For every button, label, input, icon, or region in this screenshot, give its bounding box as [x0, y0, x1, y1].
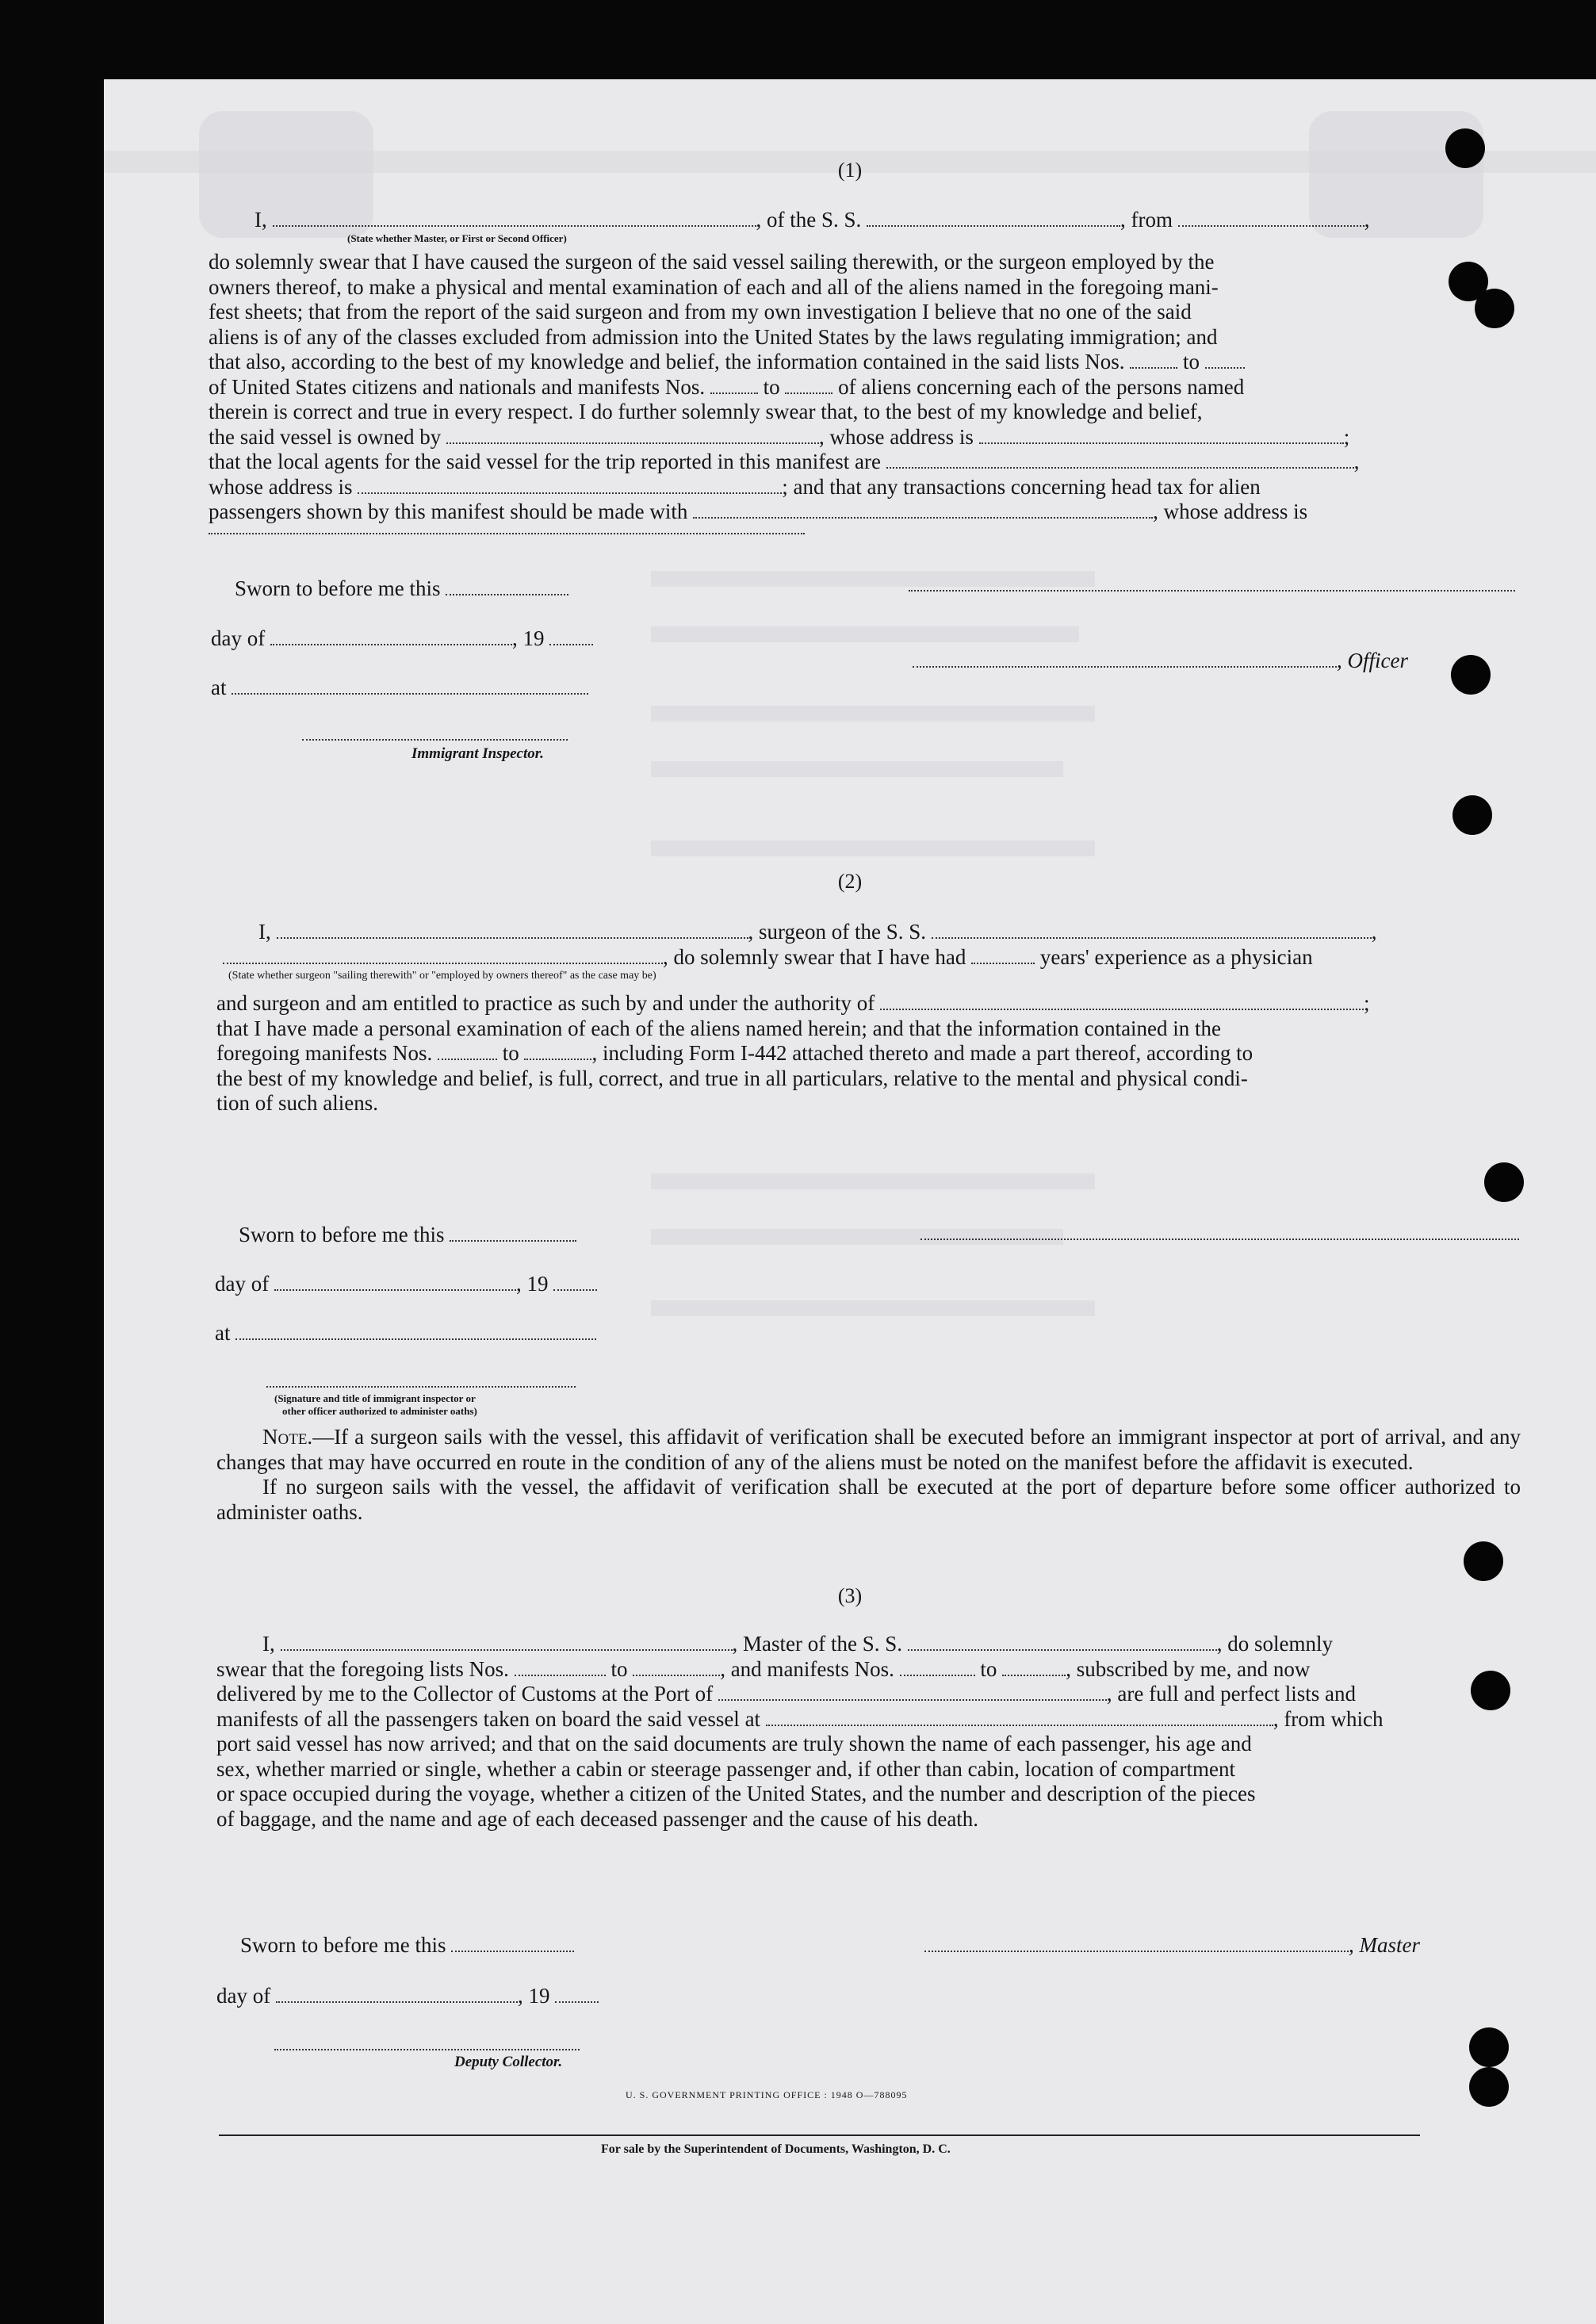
at-place-field-1[interactable] — [232, 677, 588, 695]
head-tax-address-field[interactable] — [209, 533, 805, 534]
declarant-prefix: I, — [255, 208, 267, 232]
surgeon-manifests-from-field[interactable] — [438, 1043, 497, 1060]
surgeon-status-note: (State whether surgeon "sailing therewith" or "employed by owners thereof" as the case may be) — [228, 970, 656, 982]
year-field-2[interactable] — [553, 1273, 597, 1291]
surgeon-name-field[interactable] — [277, 921, 748, 939]
owner-address-field[interactable] — [979, 427, 1344, 444]
section-3-oath-paragraph: I, , Master of the S. S. , do solemnly swear that the foregoing lists Nos. to , and manifests Nos. to , subscribed by me, and now delivered by me to the Collector of Customs at the Port of , are full and perfect lists and manifests of all the passengers taken on board the said vessel at , from which port said vessel has now arrived; and that on the said documents are truly shown the name of each passenger, his age and sex, whether married or single, whether a cabin or steerage passenger and, if other than cabin, location of compartment or space occupied during the voyage, whether a citizen of the United States, and the number and description of the pieces of baggage, and the name and age of each deceased passenger and the cause of his death. — [216, 1632, 1384, 1831]
at-place-field-2[interactable] — [235, 1323, 596, 1340]
lists-from-field[interactable] — [1130, 351, 1177, 369]
master-lists-to-field[interactable] — [633, 1659, 720, 1676]
binder-hole — [1484, 1162, 1524, 1202]
from-port-field[interactable] — [1178, 209, 1364, 227]
day-of-field-1[interactable] — [270, 628, 512, 645]
footer-rule — [219, 2134, 1420, 2136]
signature-title-note-1: (Signature and title of immigrant inspector or — [274, 1392, 476, 1404]
footer-sale-note: For sale by the Superintendent of Documents, Washington, D. C. — [601, 2142, 951, 2156]
form-page — [104, 79, 1596, 2324]
authority-field[interactable] — [880, 993, 1364, 1010]
deputy-collector-caption: Deputy Collector. — [454, 2054, 563, 2070]
manifests-to-field[interactable] — [785, 377, 832, 394]
lists-to-field[interactable] — [1205, 351, 1245, 369]
sworn-date-field-2[interactable] — [450, 1224, 576, 1242]
master-manifests-from-field[interactable] — [900, 1659, 975, 1676]
owner-field[interactable] — [446, 427, 819, 444]
day-of-field-2[interactable] — [274, 1273, 516, 1291]
section-2-day-of: day of , 19 — [215, 1272, 597, 1296]
binder-hole — [1475, 289, 1514, 328]
immigrant-inspector-caption: Immigrant Inspector. — [411, 745, 544, 762]
section-2-oath-paragraph: and surgeon and am entitled to practice as such by and under the authority of ; that I have made a personal examination of each of the aliens named herein; and that the information contained in the foregoing manifests Nos. to , including Form I-442 attached thereto and made a part thereof, according to the best of my knowledge and belief, is full, correct, and true in all particulars, relative to the mental and physical condi- tion of such aliens. — [216, 991, 1370, 1115]
binder-hole — [1464, 1541, 1503, 1581]
section-1-officer-signature: , Officer — [913, 649, 1408, 673]
agents-address-field[interactable] — [358, 477, 782, 494]
verification-note: Note.—If a surgeon sails with the vessel, this affidavit of verification shall be executed before an immigrant inspector at port of arrival, and any changes that may have occurred en route in the condition of any of the aliens must be noted on the manifest before the affidavit is executed. If no surgeon sails with the vessel, the affidavit of verification shall be executed at the port of departure before some officer authorized to administer oaths. — [216, 1425, 1521, 1524]
master-lists-from-field[interactable] — [515, 1659, 606, 1676]
year-field-1[interactable] — [549, 628, 593, 645]
section-1-declaration-line: I, , of the S. S. , from , — [255, 208, 1370, 232]
section-2-at: at — [215, 1321, 596, 1346]
master-manifests-to-field[interactable] — [1002, 1659, 1066, 1676]
section-1-sworn: Sworn to before me this — [235, 576, 568, 601]
section-1-number: (1) — [837, 159, 863, 182]
surgeon-manifests-to-field[interactable] — [524, 1043, 591, 1060]
section-2-line-2: , do solemnly swear that I have had years' experience as a physician — [223, 945, 1313, 970]
surgeon-vessel-field[interactable] — [932, 921, 1372, 939]
officer-signature-field[interactable] — [913, 650, 1337, 668]
collector-signature-line[interactable] — [274, 2049, 580, 2050]
inspector-signature-line-1[interactable] — [302, 739, 568, 741]
section-3-number: (3) — [837, 1584, 863, 1607]
section-1-day-of: day of , 19 — [211, 626, 593, 651]
section-2-line-1: I, , surgeon of the S. S. , — [258, 920, 1377, 944]
officer-signature-line-1[interactable] — [909, 590, 1515, 592]
binder-hole — [1471, 1671, 1510, 1710]
section-1-at: at — [211, 676, 588, 700]
section-2-sworn: Sworn to before me this — [239, 1223, 576, 1247]
section-3-master-signature: , Master — [924, 1933, 1420, 1958]
head-tax-contact-field[interactable] — [693, 501, 1153, 519]
embarkation-port-field[interactable] — [766, 1709, 1273, 1726]
section-3-day-of: day of , 19 — [216, 1984, 599, 2008]
officer-name-field[interactable] — [273, 209, 756, 227]
binder-hole — [1451, 655, 1491, 695]
years-experience-field[interactable] — [971, 947, 1035, 964]
day-of-field-3[interactable] — [276, 1985, 518, 2003]
surgeon-signature-line[interactable] — [920, 1239, 1519, 1240]
section-1-oath-paragraph: do solemnly swear that I have caused the surgeon of the said vessel sailing therewith, or the surgeon employed by the owners thereof, to make a physical and mental examination of each and all of the aliens named in the foregoing mani- fest sheets; that from the report of the said surgeon and from my own investigation I believe that no one of the said aliens is of any of the classes excluded from admission into the United States by the laws regulating immigration; and that also, according to the best of my knowledge and belief, the information contained in the said lists Nos. to of United States citizens and nationals and manifests Nos. to of aliens concerning each of the persons named therein is correct and true in every respect. I do further solemnly swear that, to the best of my knowledge and belief, the said vessel is owned by , whose address is ; that the local agents for the said vessel for the trip reported in this manifest are , whose address is ; and that any transactions concerning head tax for alien passengers shown by this manifest should be made with , whose address is — [209, 250, 1360, 523]
master-signature-field[interactable] — [924, 1935, 1349, 1952]
signature-title-note-2: other officer authorized to administer oaths) — [282, 1405, 477, 1417]
sworn-date-field-1[interactable] — [446, 578, 568, 595]
year-field-3[interactable] — [555, 1985, 599, 2003]
port-of-customs-field[interactable] — [718, 1683, 1107, 1701]
master-name-field[interactable] — [281, 1633, 733, 1651]
note-label: Note. — [262, 1425, 313, 1449]
manifests-from-field[interactable] — [710, 377, 758, 394]
binder-hole — [1452, 795, 1492, 835]
section-2-number: (2) — [837, 870, 863, 893]
inspector-signature-line-2[interactable] — [266, 1386, 576, 1388]
printing-office-note: U. S. GOVERNMENT PRINTING OFFICE : 1948 O—788095 — [626, 2089, 908, 2100]
officer-rank-note: (State whether Master, or First or Second Officer) — [347, 232, 567, 244]
vessel-name-field[interactable] — [867, 209, 1120, 227]
master-vessel-field[interactable] — [908, 1633, 1217, 1651]
local-agents-field[interactable] — [886, 451, 1354, 469]
section-3-sworn: Sworn to before me this — [240, 1933, 574, 1958]
surgeon-status-field[interactable] — [223, 947, 663, 964]
binder-hole — [1469, 2067, 1509, 2107]
binder-hole — [1469, 2027, 1509, 2067]
sworn-date-field-3[interactable] — [451, 1935, 574, 1952]
binder-hole — [1445, 128, 1485, 168]
